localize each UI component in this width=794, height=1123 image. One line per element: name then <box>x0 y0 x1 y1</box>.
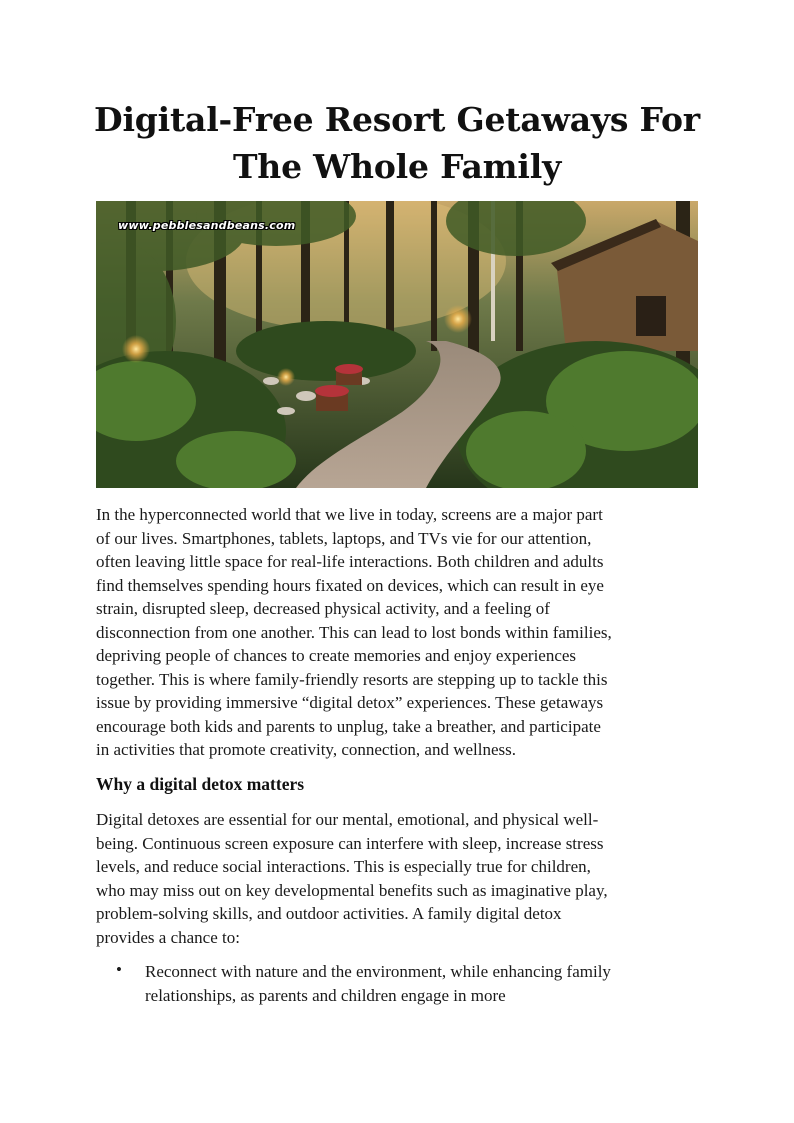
watermark-text: www.pebblesandbeans.com <box>118 219 296 232</box>
forest-path-photo <box>96 201 698 488</box>
paragraph-line: strain, disrupted sleep, decreased physical activity, and a feeling of <box>96 599 550 618</box>
title-line: Digital-Free Resort Getaways For <box>94 100 700 139</box>
paragraph-line: Digital detoxes are essential for our mental, emotional, and physical well- <box>96 810 599 829</box>
paragraph-line: provides a chance to: <box>96 927 240 947</box>
paragraph-line: of our lives. Smartphones, tablets, laptops, and TVs vie for our attention, <box>96 528 592 548</box>
paragraph-line: disconnection from one another. This can lead to lost bonds within families, <box>96 622 612 642</box>
forest-path-illustration <box>96 201 698 488</box>
bullet-marker: • <box>116 960 122 979</box>
paragraph-line: in activities that promote creativity, connection, and wellness. <box>96 740 516 759</box>
paragraph-line: often leaving little space for real-life interactions. Both children and adults <box>96 552 604 571</box>
paragraph-line: encourage both kids and parents to unplug, take a breather, and participate <box>96 716 601 736</box>
section-paragraph <box>96 808 700 949</box>
list-item-line: Reconnect with nature and the environment, while enhancing family <box>145 962 611 981</box>
page-title <box>60 96 734 190</box>
intro-paragraph <box>96 503 700 762</box>
paragraph-line: problem-solving skills, and outdoor activities. A family digital detox <box>96 904 562 923</box>
paragraph-line: depriving people of chances to create memories and enjoy experiences <box>96 646 577 665</box>
list-item <box>145 960 705 1007</box>
paragraph-line: levels, and reduce social interactions. This is especially true for children, <box>96 857 591 876</box>
section-heading: Why a digital detox matters <box>96 774 305 794</box>
paragraph-line: together. This is where family-friendly resorts are stepping up to tackle this <box>96 669 608 689</box>
paragraph-line: being. Continuous screen exposure can interfere with sleep, increase stress <box>96 833 604 853</box>
paragraph-line: In the hyperconnected world that we live in today, screens are a major part <box>96 505 603 524</box>
title-line: The Whole Family <box>232 147 562 186</box>
paragraph-line: who may miss out on key developmental benefits such as imaginative play, <box>96 880 608 900</box>
paragraph-line: find themselves spending hours fixated on devices, which can result in eye <box>96 575 604 595</box>
paragraph-line: issue by providing immersive “digital detox” experiences. These getaways <box>96 693 604 712</box>
list-item-line: relationships, as parents and children engage in more <box>145 985 506 1005</box>
